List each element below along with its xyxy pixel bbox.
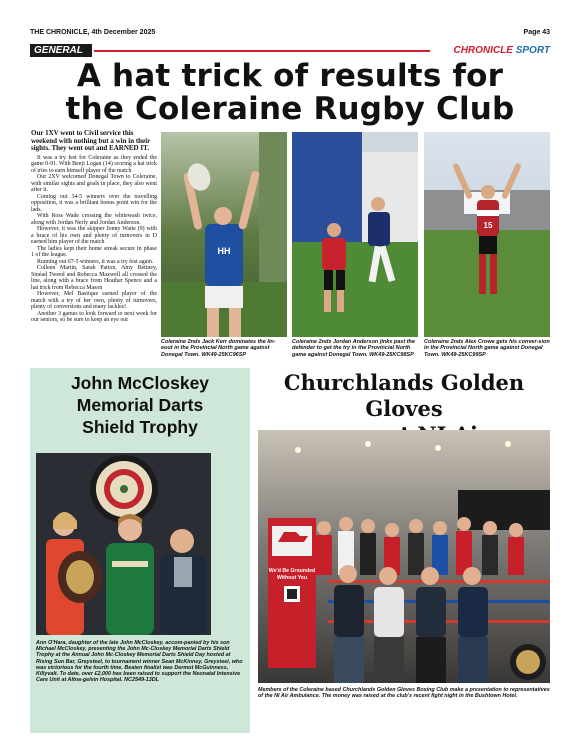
conversion-caption: Coleraine 2nds Alex Crowe gets his conver-sion in the Provincial North game against Donegal Town. WK49-25KC99SP — [424, 339, 550, 358]
try-photo — [292, 132, 418, 337]
rugby-headline — [30, 60, 550, 126]
rugby-story — [31, 130, 157, 355]
rugby-paragraph: It was a try fest for Coleraine as they ended the game 0-91. With Benji Logan (14) scoring a hat trick of tries to earn himself player of the match — [31, 154, 157, 174]
try-caption: Coleraine 2nds Jordan Anderson jinks past the defender to get the try in the Provincial North game against Donegal Town. WK49-25KC98SP — [292, 339, 415, 358]
lineout-caption: Coleraine 2nds Jack Kerr dominates the lin-eout in the Provincial North game against Donegal Town. WK49-25KC96SP — [161, 339, 276, 358]
darts-title — [30, 372, 250, 438]
boxing-club-photo — [258, 430, 550, 683]
rugby-paragraph: Another 3 games to look forward to next week for our seniors, so be sure to keep an eye out — [31, 310, 157, 324]
rugby-headline-line2: the Coleraine Rugby Club — [65, 91, 515, 127]
section-divider — [94, 50, 430, 52]
rugby-paragraph: The ladies kept their home streak secure in phase 1 of the league. — [31, 245, 157, 259]
rugby-paragraph: Colleen Martin, Sarah Patton, Amy Bettney, Sinéad Tweed and Rebecca Maxwell all crossed the line, along with a brace from Heather Spence and a hat trick from Rebecca Mason — [31, 265, 157, 291]
page-number: Page 43 — [523, 29, 550, 36]
rugby-paragraph: Running out 67-5 winners, it was a try fest again. — [37, 258, 154, 265]
darts-title-line1: John McCloskey — [70, 373, 210, 393]
gloves-headline-line1: Churchlands Golden Gloves — [283, 370, 525, 421]
banner-text-2: Without You — [276, 575, 308, 581]
rugby-paragraph: Coming out 34-5 winners over the travelling opposition, it was a brilliant bonus point win for the lads. — [31, 193, 157, 213]
darts-caption: Ann O'Hara, daughter of the late John McCloskey, accom-panied by his son Michael McCloskey, presenting the John Mc-Closkey Memorial Darts Shield Trophy at the Annual John Mc-Closkey Memorial Darts Shield Day hosted at Rising Sun Bar, Greysteel, to tournament winner Sean McKinney, Greysteel, who was victorious for the fourth time. Beaten finalist was Dermot McGuinness, Killyvalt. To date, over £2,000 has been raised to support the Neonatal Intensive Care Unit at Altna-gelvin Hospital. NC2549-13DL — [36, 640, 243, 684]
brand-section: SPORT — [515, 45, 550, 56]
banner-text-1: We'd Be Grounded — [268, 568, 316, 574]
conversion-photo — [424, 132, 550, 337]
lineout-photo — [161, 132, 287, 337]
masthead-date: THE CHRONICLE, 4th December 2025 — [30, 29, 156, 36]
brand-name: CHRONICLE — [453, 45, 513, 56]
rugby-headline-line1: A hat trick of results for — [76, 58, 504, 94]
darts-title-line3: Shield Trophy — [82, 417, 198, 437]
darts-title-line2: Memorial Darts — [76, 395, 204, 415]
rugby-lede: Our 1XV went to Civil service this weekend with nothing but a win in their sights. They went out and EARNED IT. — [31, 130, 151, 153]
rugby-paragraph: With Ross Wade crossing the whitewash twice, along with Jordan Nerly and Jordan Anderson. — [31, 213, 157, 226]
section-tag: GENERAL — [30, 44, 92, 57]
rugby-paragraph: Our 2XV welcomed Donegal Town to Coleraine, with similar sights and goals in place, they also went after it. — [31, 174, 157, 194]
svg-text:HH: HH — [217, 246, 231, 256]
masthead — [30, 27, 550, 39]
brand-logo — [453, 44, 550, 57]
darts-photo — [36, 453, 211, 635]
rugby-paragraph: However, it was the skipper Jonny Waite (9) with a brace of his own and plenty of turnovers in D earned him player of the match — [31, 226, 157, 246]
svg-text:15: 15 — [483, 221, 493, 230]
rugby-paragraph: However, Mel Bastique earned player of the match with a try of her own, plenty of turnovers, plenty of conversions and many tackles! — [31, 291, 157, 311]
boxing-club-caption: Members of the Coleraine based Churchlands Golden Gloves Boxing Club make a presentation to representatives of the NI Air Ambulance. The money was raised at the club's recent fight night in the Bushtown Hotel. — [258, 687, 550, 700]
section-bar — [30, 44, 550, 57]
